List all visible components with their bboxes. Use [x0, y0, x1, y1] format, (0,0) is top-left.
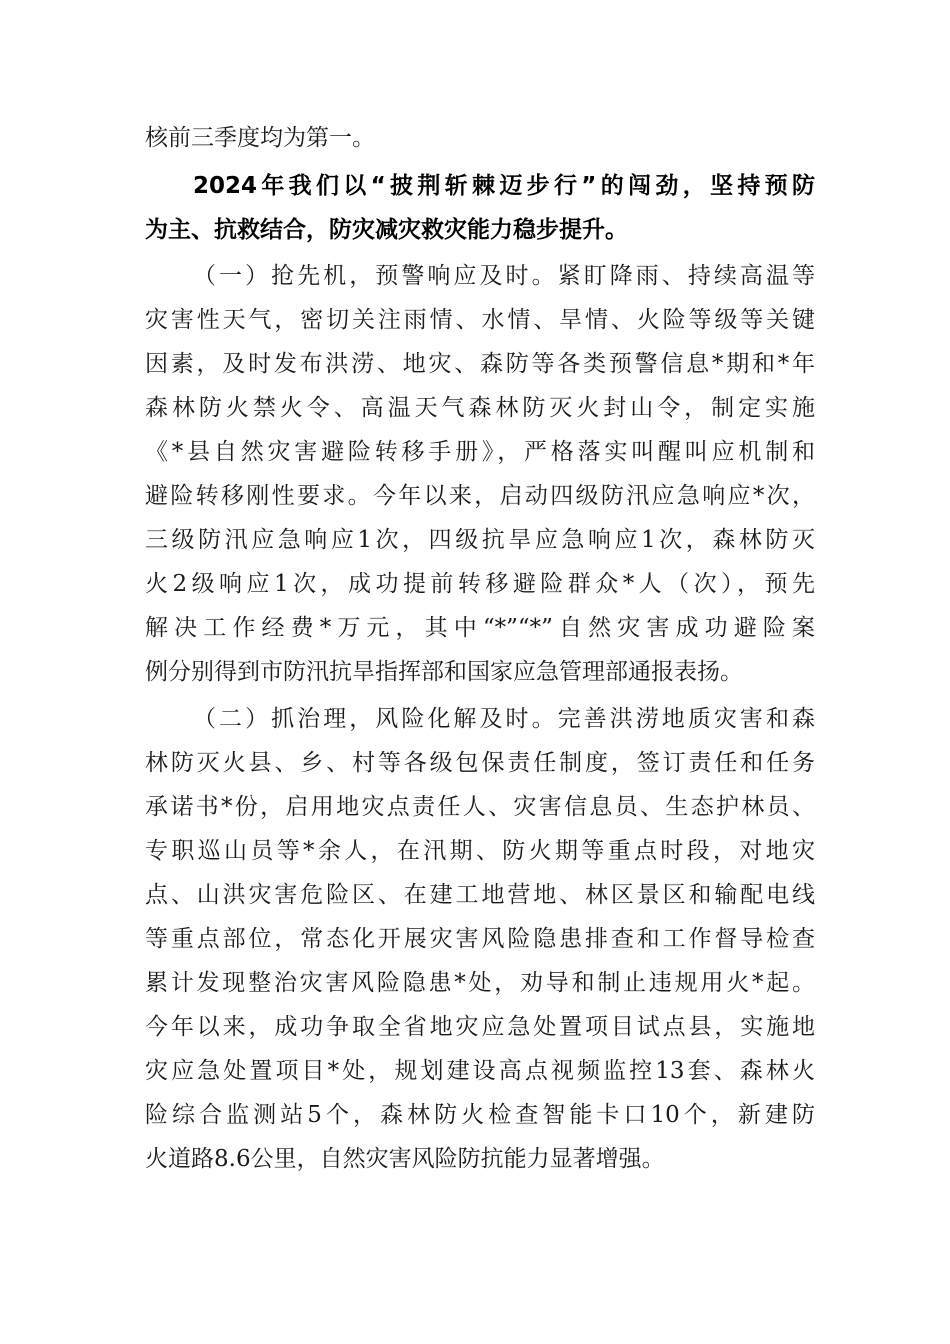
paragraph-1-line: 三级防汛应急响应1次，四级抗旱应急响应1次，森林防灭 — [145, 527, 815, 553]
paragraph-1-line: 例分别得到市防汛抗旱指挥部和国家应急管理部通报表扬。 — [145, 659, 743, 685]
paragraph-2-line: 承诺书*份，启用地灾点责任人、灾害信息员、生态护林员、 — [145, 794, 815, 820]
section-heading-line-2: 为主、抗救结合，防灾减灾救灾能力稳步提升。 — [145, 217, 628, 243]
paragraph-1-line: 《*县自然灾害避险转移手册》，严格落实叫醒叫应机制和 — [145, 439, 815, 465]
continuation-line: 核前三季度均为第一。 — [145, 125, 375, 151]
paragraph-2-line: 林防灭火县、乡、村等各级包保责任制度，签订责任和任务 — [145, 750, 815, 776]
paragraph-1-line: 灾害性天气，密切关注雨情、水情、旱情、火险等级等关键 — [145, 307, 815, 333]
paragraph-1-line: 森林防火禁火令、高温天气森林防灭火封山令，制定实施 — [145, 395, 815, 421]
paragraph-1-line: （一）抢先机，预警响应及时。紧盯降雨、持续高温等 — [193, 263, 815, 289]
paragraph-2-line: 火道路8.6公里，自然灾害风险防抗能力显著增强。 — [145, 1146, 665, 1172]
paragraph-2-line: 累计发现整治灾害风险隐患*处，劝导和制止违规用火*起。 — [145, 970, 815, 996]
paragraph-1-line: 因素，及时发布洪涝、地灾、森防等各类预警信息*期和*年 — [145, 351, 815, 377]
paragraph-2-line: 点、山洪灾害危险区、在建工地营地、林区景区和输配电线 — [145, 882, 815, 908]
paragraph-1-line: 避险转移刚性要求。今年以来，启动四级防汛应急响应*次， — [145, 483, 815, 509]
paragraph-2-line: 灾应急处置项目*处，规划建设高点视频监控13套、森林火 — [145, 1058, 815, 1084]
paragraph-2-line: 今年以来，成功争取全省地灾应急处置项目试点县，实施地 — [145, 1014, 815, 1040]
paragraph-2-line: 专职巡山员等*余人，在汛期、防火期等重点时段，对地灾 — [145, 838, 815, 864]
section-heading-line-1: 2024年我们以“披荆斩棘迈步行”的闯劲，坚持预防 — [193, 173, 815, 199]
paragraph-2-line: 险综合监测站5个，森林防火检查智能卡口10个，新建防 — [145, 1102, 815, 1128]
paragraph-1-line: 火2级响应1次，成功提前转移避险群众*人（次），预先 — [145, 571, 815, 597]
paragraph-1-line: 解决工作经费*万元，其中“*”“*”自然灾害成功避险案 — [145, 615, 815, 641]
paragraph-2-line: （二）抓治理，风险化解及时。完善洪涝地质灾害和森 — [193, 706, 815, 732]
paragraph-2-line: 等重点部位，常态化开展灾害风险隐患排查和工作督导检查 — [145, 926, 815, 952]
